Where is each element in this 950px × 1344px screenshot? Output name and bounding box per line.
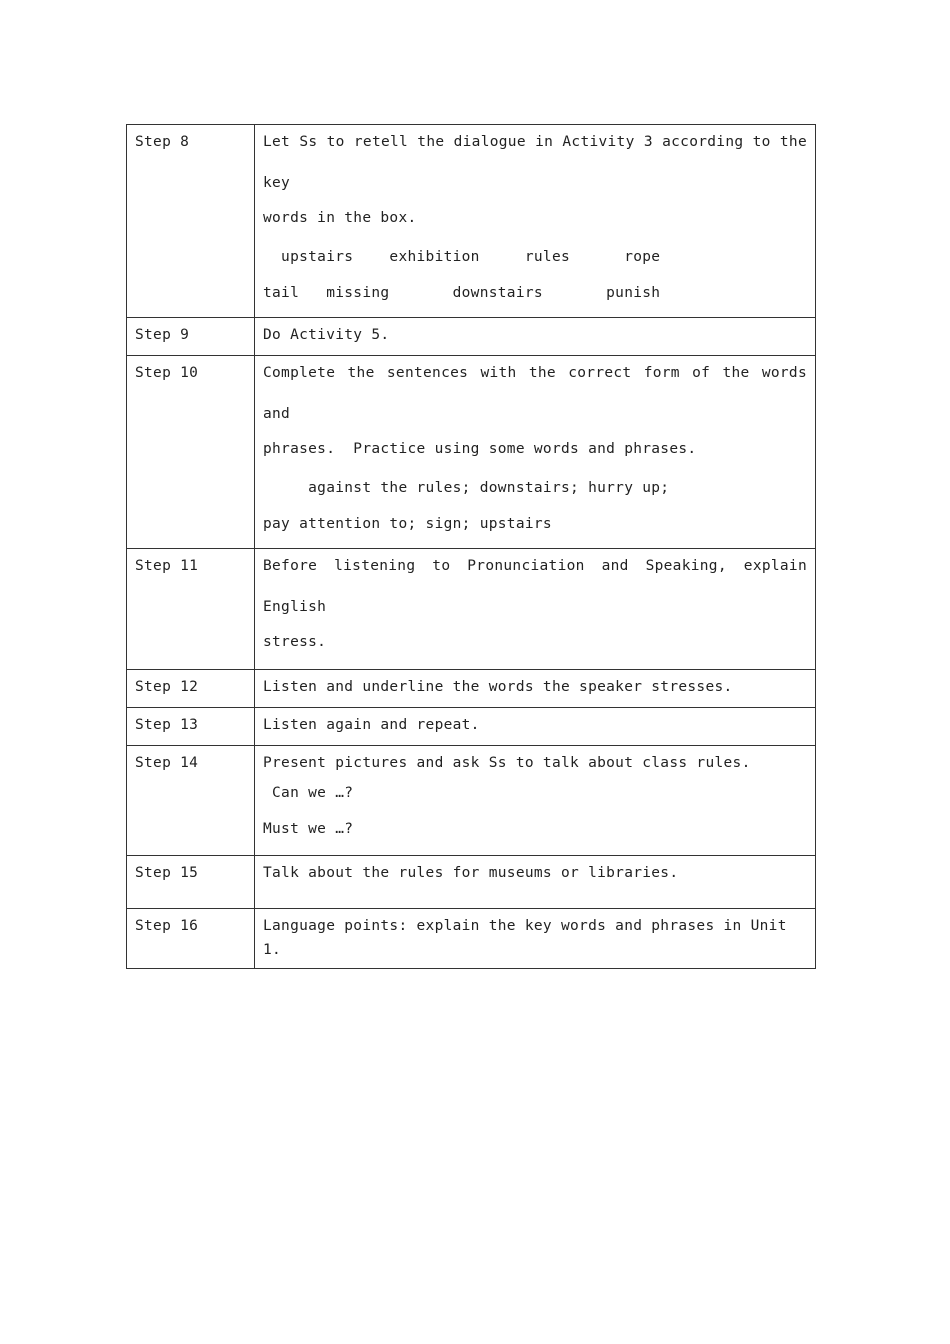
step-text-line: Before listening to Pronunciation and Speaking, explain English (263, 558, 807, 615)
step-label: Step 14 (135, 755, 199, 771)
lesson-steps-table (126, 124, 816, 969)
step-content-cell (255, 708, 816, 746)
step-label-cell (127, 318, 255, 356)
step-content-cell (255, 125, 816, 318)
table-row (127, 909, 816, 969)
step-content-cell (255, 670, 816, 708)
step-text-line: Talk about the rules for museums or libraries. (263, 865, 679, 881)
step-label-cell (127, 909, 255, 969)
table-row (127, 670, 816, 708)
step-label: Step 8 (135, 134, 190, 150)
table-row (127, 549, 816, 670)
phrase-line: against the rules; downstairs; hurry up; (263, 480, 670, 496)
step-text-line: Listen and underline the words the speaker stresses. (263, 679, 733, 695)
step-label-cell (127, 856, 255, 909)
table-row (127, 746, 816, 856)
table-row (127, 356, 816, 549)
table-row (127, 318, 816, 356)
step-text-line: phrases. Practice using some words and phrases. (263, 441, 697, 457)
step-label: Step 11 (135, 558, 199, 574)
step-label: Step 16 (135, 918, 199, 934)
step-text-line: Let Ss to retell the dialogue in Activity 3 according to the key (263, 134, 807, 191)
question-line: Must we …? (263, 821, 354, 837)
step-content-cell (255, 909, 816, 969)
question-line: Can we …? (263, 785, 354, 801)
step-label: Step 12 (135, 679, 199, 695)
step-label: Step 9 (135, 327, 190, 343)
table-row (127, 125, 816, 318)
step-content-cell (255, 856, 816, 909)
step-label-cell (127, 549, 255, 670)
step-label-cell (127, 708, 255, 746)
step-label-cell (127, 746, 255, 856)
step-label: Step 15 (135, 865, 199, 881)
step-text-line: Do Activity 5. (263, 327, 390, 343)
step-text-line: Listen again and repeat. (263, 717, 480, 733)
table-row (127, 708, 816, 746)
step-label: Step 13 (135, 717, 199, 733)
step-label: Step 10 (135, 365, 199, 381)
step-text-line: Present pictures and ask Ss to talk about class rules. (263, 755, 751, 771)
step-content-cell (255, 318, 816, 356)
step-content-cell (255, 549, 816, 670)
step-text-line: stress. (263, 634, 327, 650)
step-content-cell (255, 746, 816, 856)
vocabulary-line: upstairs exhibition rules rope (263, 249, 661, 265)
step-text-line: Complete the sentences with the correct form of the words and (263, 365, 807, 422)
step-content-cell (255, 356, 816, 549)
phrase-line: pay attention to; sign; upstairs (263, 516, 552, 532)
vocabulary-line: tail missing downstairs punish (263, 285, 661, 301)
table-row (127, 856, 816, 909)
step-label-cell (127, 125, 255, 318)
step-label-cell (127, 670, 255, 708)
step-text-line: words in the box. (263, 210, 417, 226)
step-label-cell (127, 356, 255, 549)
step-text-line: Language points: explain the key words and phrases in Unit 1. (263, 918, 787, 958)
